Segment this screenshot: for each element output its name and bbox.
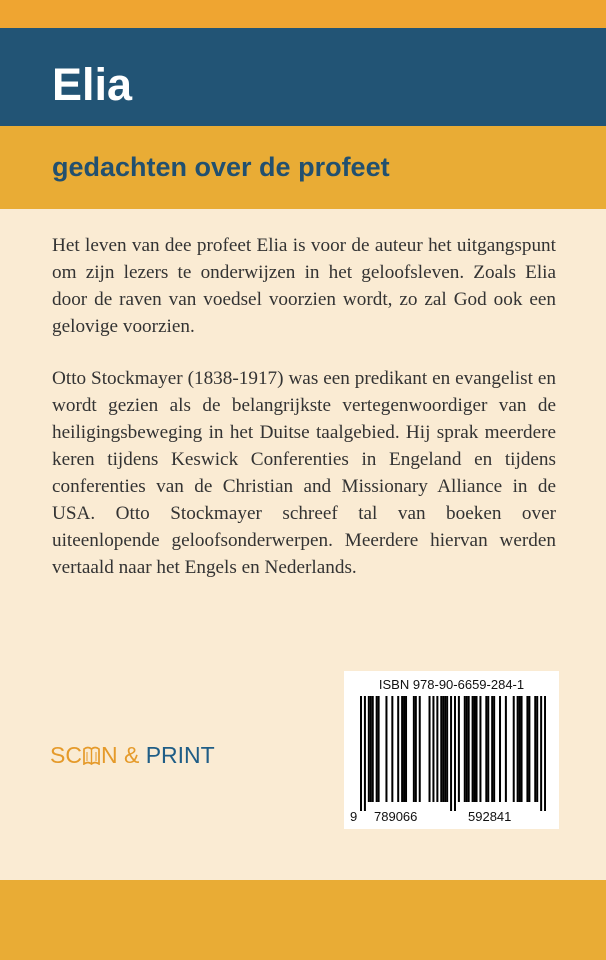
book-icon: [83, 746, 100, 765]
barcode-bar: [370, 696, 372, 802]
barcode-digit-lead: 9: [350, 809, 358, 824]
barcode-bar: [397, 696, 399, 802]
bottom-band: [0, 880, 606, 960]
barcode-bar: [540, 696, 542, 811]
barcode-bar: [376, 696, 378, 802]
barcode-bar: [476, 696, 478, 802]
publisher-logo-amp: &: [123, 742, 140, 768]
barcode-bar: [491, 696, 493, 802]
barcode-bar: [526, 696, 528, 802]
barcode-bar: [528, 696, 530, 802]
barcode-bar: [401, 696, 403, 802]
barcode-bar: [458, 696, 460, 802]
barcode-bar: [513, 696, 515, 802]
publisher-logo-print: PRINT: [145, 742, 215, 768]
barcode-bar: [534, 696, 536, 802]
barcode-bar: [521, 696, 523, 802]
barcode-bar: [519, 696, 521, 802]
barcode-bar: [403, 696, 405, 802]
book-title: Elia: [52, 59, 133, 110]
blurb: [52, 232, 556, 606]
barcode-bar: [468, 696, 470, 802]
barcode-bar: [429, 696, 431, 802]
barcode-bar: [385, 696, 387, 802]
isbn-label: ISBN 978-90-6659-284-1: [378, 677, 525, 692]
barcode-bar: [419, 696, 421, 802]
blurb-paragraph-2: Otto Stockmayer (1838-1917) was een predikant en evangelist en wordt gezien als de belangrijkste vertegenwoordiger van de heiligingsbeweging in het Duitse taalgebied. Hij sprak meerdere keren tijdens Keswick Conferenties in Engeland en tijdens conferenties van de Christian and Missionary Alliance in de USA. Otto Stockmayer schreef tal van boeken over uiteenlopende geloofsonderwerpen. Meerdere hiervan werden vertaald naar het Engels en Nederlands.: [52, 368, 556, 578]
barcode-bar: [493, 696, 495, 802]
barcode-bars: [360, 696, 546, 811]
barcode-bar: [440, 696, 442, 802]
subtitle-band: [0, 126, 606, 209]
barcode-bar: [444, 696, 446, 802]
barcode-bar: [454, 696, 456, 811]
barcode-digits-right: 592841: [468, 809, 512, 824]
barcode-bar: [372, 696, 374, 802]
barcode-bar: [391, 696, 393, 802]
barcode-box: [344, 671, 559, 829]
publisher-logo-sc: SC: [50, 742, 82, 768]
publisher-logo: [50, 740, 215, 770]
barcode-bar: [464, 696, 466, 802]
barcode-digits-left: 789066: [374, 809, 418, 824]
barcode-bar: [450, 696, 452, 811]
barcode-bar: [436, 696, 438, 802]
title-band: [0, 28, 606, 126]
book-subtitle: gedachten over de profeet: [52, 152, 390, 182]
barcode-bar: [446, 696, 448, 802]
barcode-bar: [360, 696, 362, 811]
barcode-bar: [432, 696, 434, 802]
barcode-bar: [405, 696, 407, 802]
barcode-bar: [487, 696, 489, 802]
barcode-bar: [466, 696, 468, 802]
blurb-paragraph-1: Het leven van dee profeet Elia is voor de auteur het uitgangspunt om zijn lezers te onderwijzen in het geloofsleven. Zoals Elia door de raven van voedsel voorzien wordt, zo zal God ook een gelovige voorzien.: [52, 235, 556, 337]
barcode-bar: [499, 696, 501, 802]
barcode-bar: [364, 696, 366, 811]
barcode-bar: [474, 696, 476, 802]
publisher-logo-n: N: [100, 742, 118, 768]
barcode-bar: [413, 696, 415, 802]
barcode-bar: [442, 696, 444, 802]
barcode-bar: [378, 696, 380, 802]
barcode-bar: [415, 696, 417, 802]
barcode-bar: [472, 696, 474, 802]
barcode-bar: [536, 696, 538, 802]
barcode-bar: [544, 696, 546, 811]
barcode-bar: [505, 696, 507, 802]
barcode-bar: [368, 696, 370, 802]
barcode-bar: [479, 696, 481, 802]
barcode-bar: [517, 696, 519, 802]
barcode-bar: [485, 696, 487, 802]
top-strip: [0, 0, 606, 28]
